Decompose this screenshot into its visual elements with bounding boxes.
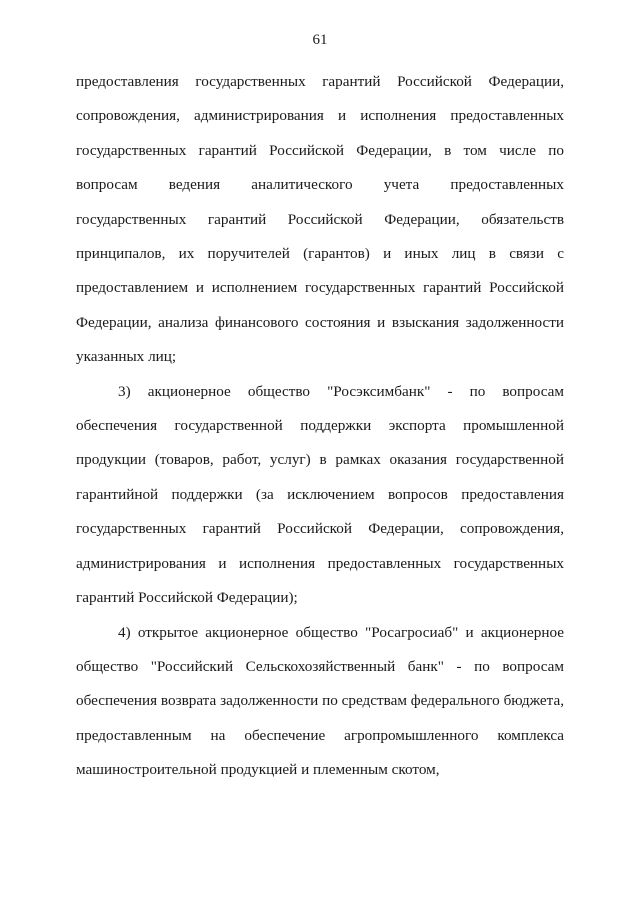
paragraph-1: предоставления государственных гарантий Российской Федерации, сопровождения, администрирования и исполнения предоставленных государственных гарантий Российской Федерации, в том числе по вопросам ведения аналитического учета предоставленных государственных гарантий Российской Федерации, обязательств принципалов, их поручителей (гарантов) и иных лиц в связи с предоставлением и исполнением государственных гарантий Российской Федерации, анализа финансового состояния и взыскания задолженности указанных лиц;	[76, 73, 564, 366]
page-number: 61	[312, 32, 328, 48]
paragraph-3: 4) открытое акционерное общество "Росагросиаб" и акционерное общество "Российский Сельскохозяйственный банк" - по вопросам обеспечения возврата задолженности по средствам федерального бюджета, предоставленным на обеспечение агропромышленного комплекса машиностроительной продукцией и племенным скотом,	[76, 623, 564, 779]
document-body	[76, 65, 564, 788]
paragraph-2: 3) акционерное общество "Росэксимбанк" - по вопросам обеспечения государственной поддержки экспорта промышленной продукции (товаров, работ, услуг) в рамках оказания государственной гарантийной поддержки (за исключением вопросов предоставления государственных гарантий Российской Федерации, сопровождения, администрирования и исполнения предоставленных государственных гарантий Российской Федерации);	[76, 382, 564, 607]
